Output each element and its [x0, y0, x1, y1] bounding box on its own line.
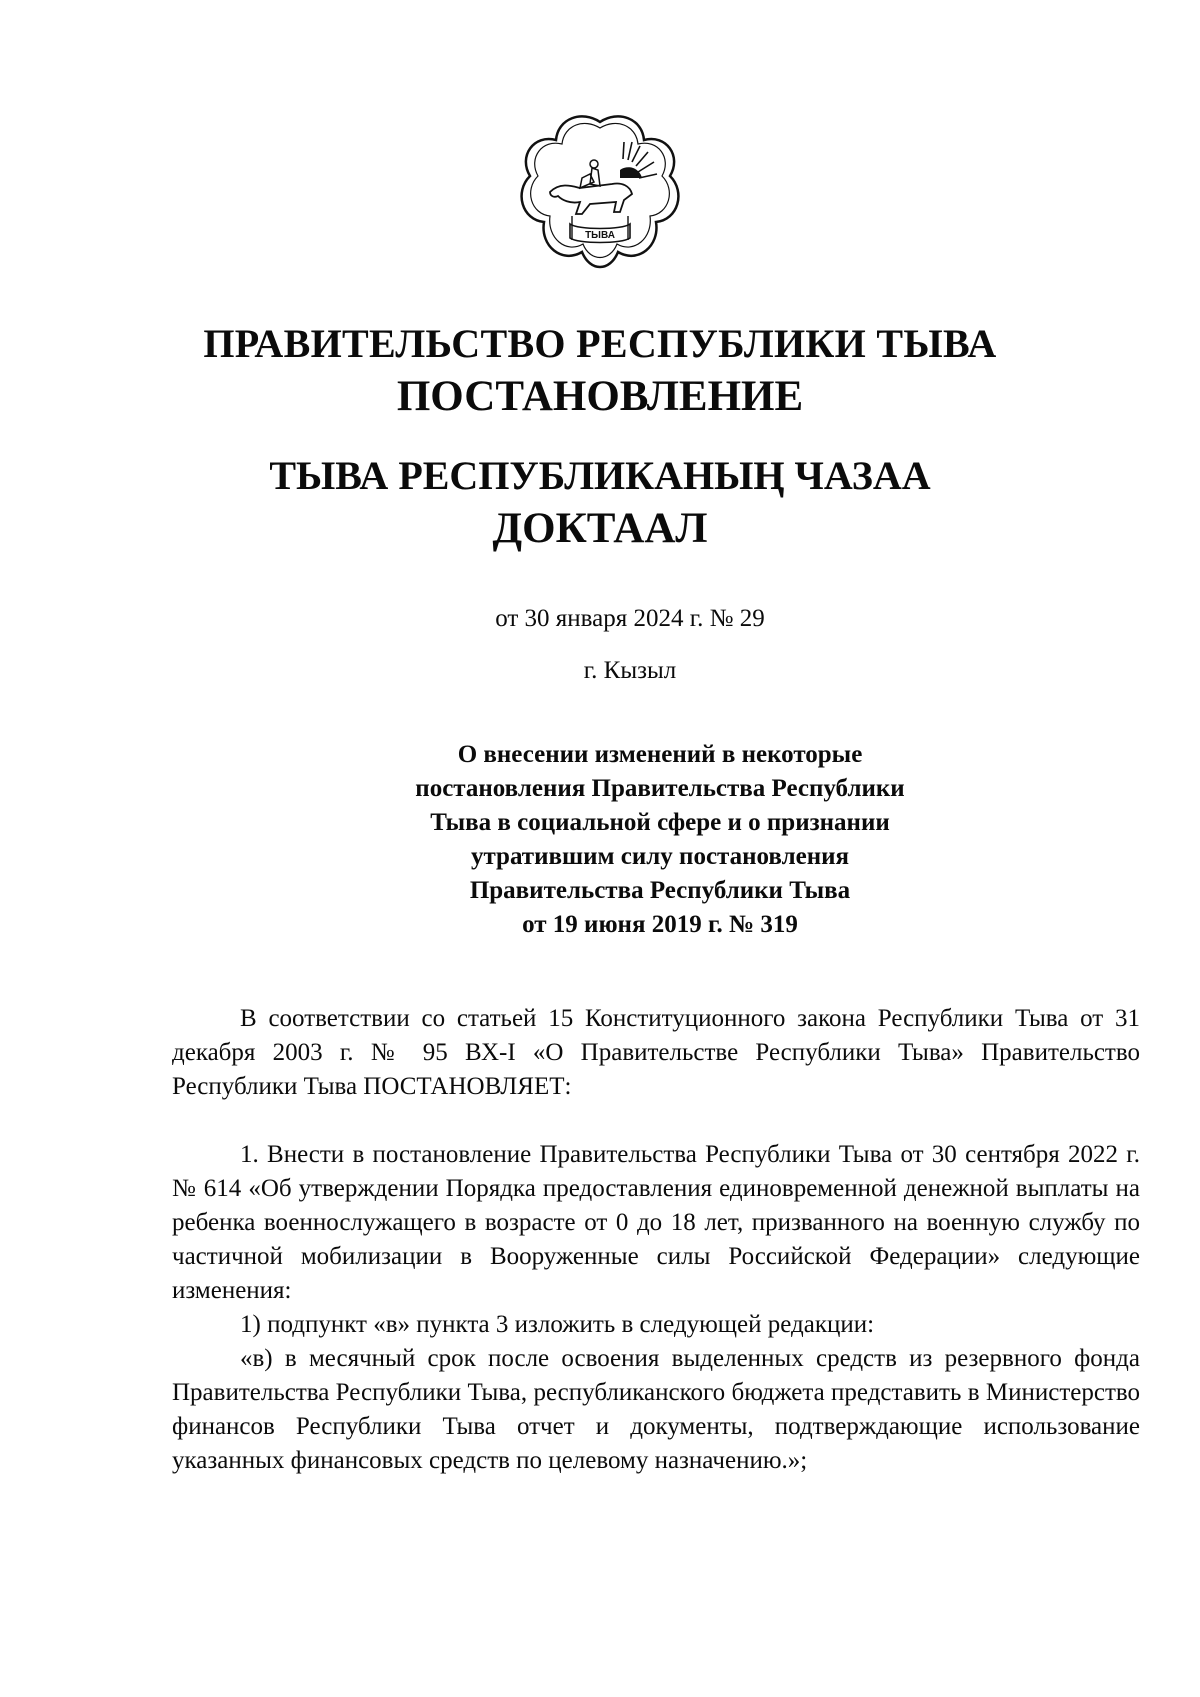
subject-line: от 19 июня 2019 г. № 319 — [522, 911, 798, 938]
preamble-block — [172, 1002, 1140, 1104]
document-type-ru: ПОСТАНОВЛЕНИЕ — [396, 373, 804, 420]
tuva-coat-of-arms-icon — [520, 112, 680, 277]
subject-line: О внесении изменений в некоторые — [457, 741, 863, 768]
document-city: г. Кызыл — [583, 657, 677, 684]
item-1-1-text-paragraph: «в) в месячный срок после освоения выделенных средств из резервного фонда Правительства Республики Тыва, республиканского бюджета представить в Министерство финансов Республики Тыва отчет и документы, подтверждающие использование указанных финансовых средств по целевому назначению.»; — [172, 1345, 1140, 1474]
item-1-paragraph: 1. Внести в постановление Правительства Республики Тыва от 30 сентября 2022 г. № 614 «Об утверждении Порядка предоставления единовременной денежной выплаты на ребенка военнослужащего в возрасте от 0 до 18 лет, призванного на военную службу по частичной мобилизации в Вооруженные силы Российской Федерации» следующие изменения: — [172, 1141, 1140, 1304]
subject-line: постановления Правительства Республики — [415, 775, 905, 802]
subject-line: Тыва в социальной сфере и о признании — [430, 809, 890, 836]
document-date-number: от 30 января 2024 г. № 29 — [495, 605, 765, 632]
subject-line: утратившим силу постановления — [470, 843, 850, 870]
document-type-tv: ДОКТААЛ — [492, 505, 708, 552]
svg-text:ТЫВА: ТЫВА — [585, 230, 615, 241]
resolution-items — [172, 1138, 1140, 1478]
government-title-tv: ТЫВА РЕСПУБЛИКАНЫҢ ЧАЗАА — [269, 453, 931, 498]
government-title-ru: ПРАВИТЕЛЬСТВО РЕСПУБЛИКИ ТЫВА — [203, 321, 997, 366]
preamble-paragraph: В соответствии со статьей 15 Конституционного закона Республики Тыва от 31 декабря 2003 г. № 95 ВХ-I «О Правительстве Республики Тыва» Правительство Республики Тыва ПОСТАНОВЛЯЕТ: — [172, 1005, 1140, 1100]
subject-line: Правительства Республики Тыва — [469, 877, 851, 904]
document-subject — [300, 738, 1020, 942]
item-1-1-paragraph: 1) подпункт «в» пункта 3 изложить в следующей редакции: — [240, 1311, 875, 1338]
